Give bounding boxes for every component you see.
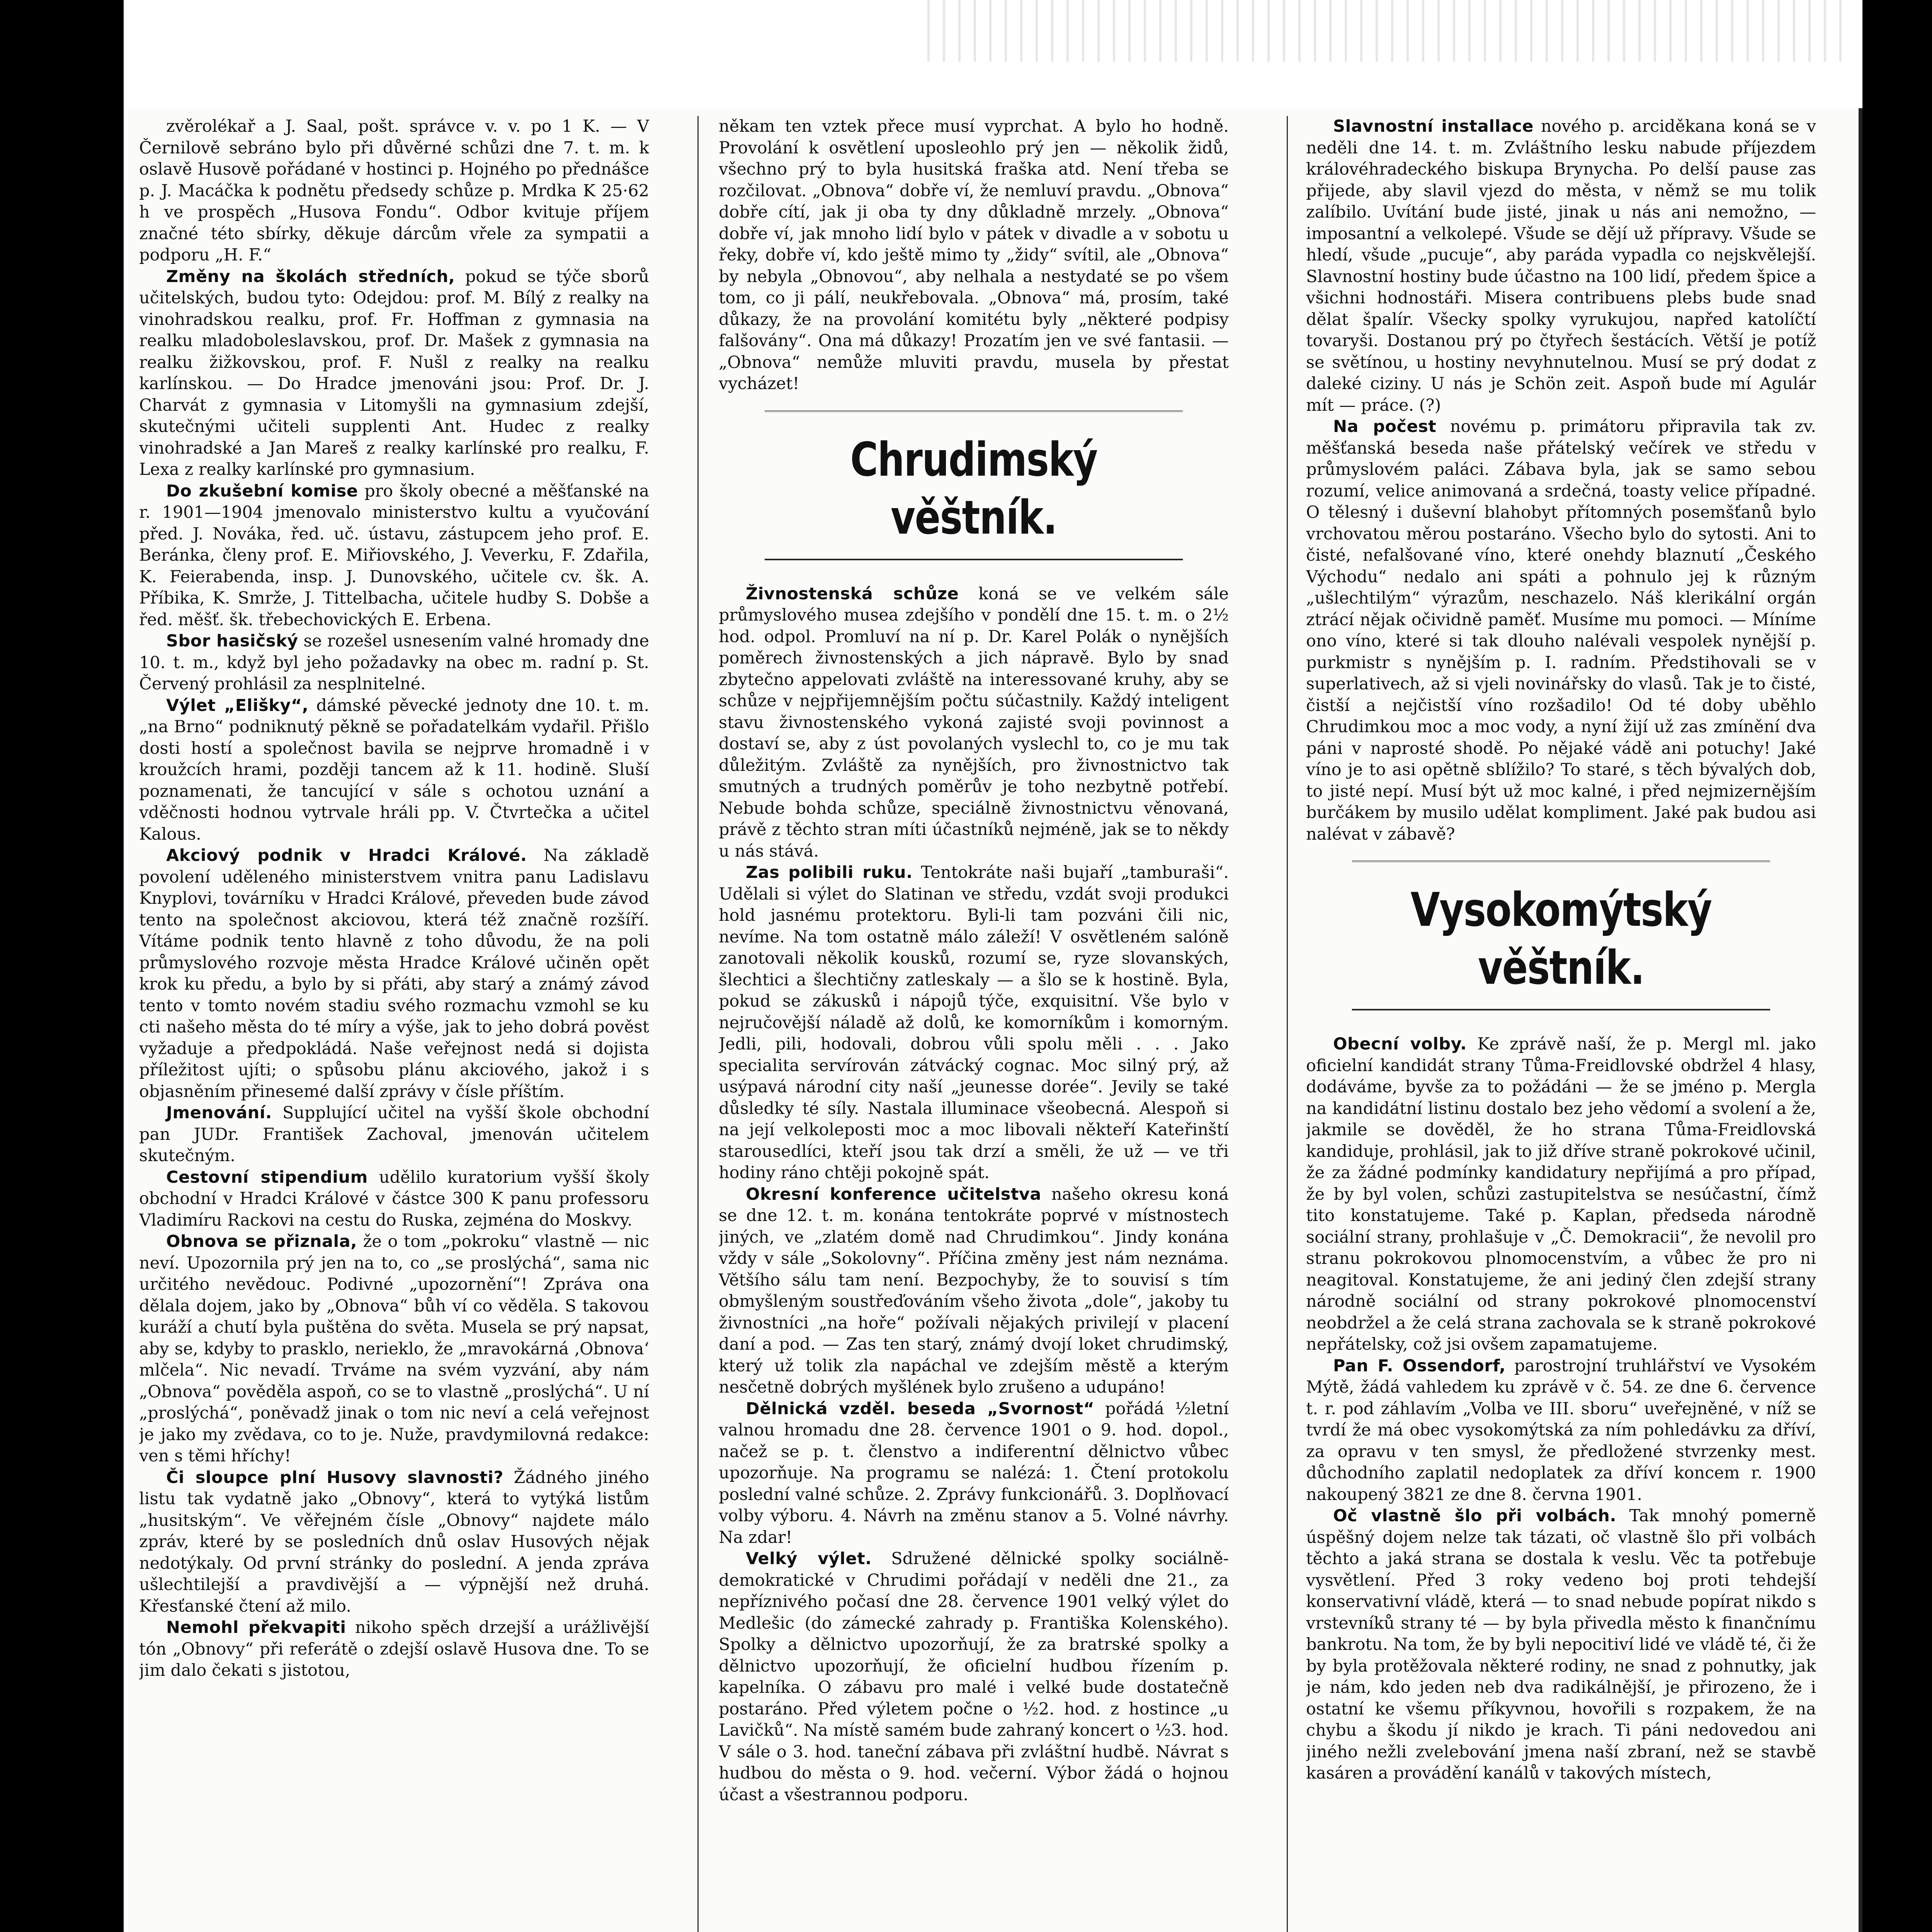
article-headword: Okresní konference učitelstva <box>746 1184 1041 1204</box>
section-title-vysoke-myto: Vysokomýtský věštník. <box>1352 861 1770 1010</box>
article-paragraph <box>1306 1034 1816 1355</box>
article-text: se rozešel usnesením valné hromady dne 10. t. m., když byl jeho požadavky na obec m. radní p. St. Červený prohlásil za nesplnitelné. <box>139 631 649 694</box>
article-paragraph <box>139 1467 649 1617</box>
article-headword: Pan F. Ossendorf, <box>1333 1356 1506 1376</box>
article-paragraph <box>719 1398 1229 1549</box>
article-headword: Výlet „Elišky“, <box>166 696 309 715</box>
article-text: Supplující učitel na vyšší škole obchodní pan JUDr. František Zachoval, jmenován učitelem skutečným. <box>139 1103 649 1165</box>
article-text: novému p. primátoru připravila tak zv. měšťanská beseda naše přátelský večírek ve středu v průmyslovém paláci. Zábava byla, jak se samo sebou rozumí, velice animovaná a srdečná, toasty velice případné. O tělesný i duševní blahobyt přítomných posemšťanů bylo vrchovatou měrou postaráno. Všecho bylo do sytosti. Ani to čisté, nefalšované víno, které onehdy blaznutí „Českého Východu“ nedalo ani spáti a pohnulo jej k různým „ušlechtilým“ výrazům, neschazelo. Náš klerikální orgán ztrácí nějak očividně paměť. Musíme mu pomoci. — Míníme ono víno, které si tak dlouho nalévali vespolek nynější p. purkmistr s nynějším p. I. radním. Předstihovali se v superlativech, až si vjeli novinářsky do vlasů. Tak je to čisté, čistší a nejčistší víno rozšadilo! Od té doby uběhlo Chrudimkou moc a moc vody, a nyní žijí už zas zmínění dva páni v naprosté shodě. Po nějaké vádě ani potuchy! Jaké víno je to asi opětně sblížilo? To staré, s těch bývalých dob, to jisté nepí. Musí být už moc kalné, i před nejmizernějším burčákem by musilo udělat kompliment. Jaké pak budou asi nalévat v zábavě? <box>1306 417 1816 844</box>
article-headword: Změny na školách středních, <box>166 267 455 286</box>
article-paragraph <box>139 1167 649 1231</box>
article-text: udělilo kuratorium vyšší školy obchodní v Hradci Králové v částce 300 K panu professoru Vladimíru Rackovi na cestu do Ruska, zejména do Moskvy. <box>139 1167 649 1230</box>
article-headword: Velký výlet. <box>746 1549 872 1568</box>
article-text: Ke zprávě naší, že p. Mergl ml. jako oficielní kandidát strany Tůma-Freidlovské obdržel 4 hlasy, dodáváme, byvše za to požádáni — že se jméno p. Mergla na kandidátní listinu dostalo bez jeho vědomí a svolení a že, jakmile se dověděl, že ho strana Tůma-Freidlovská kandiduje, prohlásil, jak to již dříve straně pokrokové učinil, že za žádné podmínky kandidatury nepřijímá a pro případ, že by byl volen, schůzi zastupitelstva se nesúčastní, čímž tito konstatujeme. Také p. Kaplan, předseda národně sociální strany, prohlašuje v „Č. Demokracii“, že nevolil pro stranu pokrokovou plnomocenstvím, a vůbec že pro ni neagitoval. Konstatujeme, že ani jediný člen zdejší strany národně sociální od strany pokrokové plnomocenství neobdržel a že celá strana zachovala se k straně pokrokové nepřátelsky, což jsi ovšem zapamatujeme. <box>1306 1034 1816 1354</box>
scan-border-left <box>0 0 124 1932</box>
article-headword: Dělnická vzděl. beseda „Svornost“ <box>746 1399 1095 1418</box>
article-text: nového p. arciděkana koná se v neděli dne 14. t. m. Zvláštního lesku nabude příjezdem královéhradeckého biskupa Brynycha. Po delší pause zas přijede, aby slavil vjezd do města, v němž se mu tolik zalíbilo. Uvítání bude jisté, jinak u nás ani nemožno, — imposantní a velkolepé. Všude se dějí už přípravy. Všude se hledí, všude „pucuje“, aby paráda vypadla co nejskvělejší. Slavnostní hostiny bude účastno na 100 lidí, předem špice a všichni hodnostáři. Misera contribuens plebs bude snad dělat špalír. Všecky spolky vyrukujou, napřed katolíčtí tovaryši. Dostanou prý po čtyřech šestácích. Větší je potíž se světínou, u hostiny nevyhnutelnou. Musí se prý dodat z daleké ciziny. U nás je Schön zeit. Aspoň bude mí Agulár mít — práce. (?) <box>1306 117 1816 415</box>
article-paragraph <box>139 1102 649 1167</box>
article-paragraph <box>139 845 649 1102</box>
article-headword: Obnova se přiznala, <box>166 1232 357 1251</box>
article-text: někam ten vztek přece musí vyprchat. A bylo ho hodně. Provolání k osvětlení uposleohlo prý jen — několik židů, všechno prý to byla husitská fraška atd. Není třeba se rozčilovat. „Obnova“ dobře ví, že nemluví pravdu. „Obnova“ dobře cítí, jak ji oba ty dny důkladně mrzely. „Obnova“ dobře ví, jak mnoho lidí bylo v pátek v divadle a v sobotu u řeky, dobře ví, kdo ještě mimo ty „židy“ svítil, ale „Obnova“ by nebyla „Obnovou“, aby nelhala a nestydaté se po všem tom, co ji pálí, neukřebovala. „Obnova“ má, prosím, také důkazy, že na provolání komitétu byly „některé podpisy falšovány“. Ona má důkazy! Prozatím jen ve své fantasii. — „Obnova“ nemůže mluviti pravdu, musela by přestat vycházet! <box>719 117 1229 393</box>
article-headword: Do zkušební komise <box>166 481 358 501</box>
article-headword: Oč vlastně šlo při volbách. <box>1333 1506 1617 1526</box>
article-text: našeho okresu koná se dne 12. t. m. konána tentokráte poprvé v místnostech jiných, ve „zlatém domě nad Chrudimkou“. Jindy konána vždy v sále „Sokolovny“. Příčina změny jest nám neznáma. Většího sálu tam není. Bezpochyby, že to souvisí s tím obmyšleným soustřeďováním všeho života „dole“, jakoby tu živnostníci „na hoře“ požívali nějakých privilejí v placení daní a pod. — Zas ten starý, známý dvojí loket chrudimský, který už tolik zla napáchal ve zdejším městě a kterým nesčetně dobrých myšlének bylo zrušeno a udupáno! <box>719 1184 1229 1397</box>
article-text: zvěrolékař a J. Saal, pošt. správce v. v. po 1 K. — V Černilově sebráno bylo při důvěrné schůzi dne 7. t. m. k oslavě Husově pořádané v hostinci p. Hojného po přednášce p. J. Macáčka k podnětu předsedy schůze p. Mrdka K 25·62 h ve prospěch „Husova Fondu“. Odbor kvituje příjem značné této sbírky, děkuje dárcům vřele za sympatii a podporu „H. F.“ <box>139 117 649 265</box>
section-title-chrudim: Chrudimský věštník. <box>765 410 1183 560</box>
article-paragraph <box>139 266 649 481</box>
article-paragraph <box>719 116 1229 395</box>
article-paragraph <box>1306 416 1816 845</box>
article-paragraph <box>139 695 649 845</box>
column-rule-1 <box>697 116 699 1932</box>
article-paragraph <box>1306 1355 1816 1506</box>
article-paragraph <box>139 1617 649 1682</box>
article-paragraph <box>1306 1505 1816 1784</box>
article-paragraph <box>139 631 649 695</box>
column-middle <box>719 116 1229 1932</box>
article-headword: Živnostenská schůze <box>746 584 959 604</box>
article-paragraph <box>719 862 1229 1184</box>
article-headword: Nemohl překvapiti <box>166 1618 346 1637</box>
article-text: pořádá ½letní valnou hromadu dne 28. července 1901 o 9. hod. dopol., načež se p. t. členstvo a indiferentní dělnictvo vůbec upozorňuje. Na programu se nalézá: 1. Čtení protokolu poslední valné schůze. 2. Zprávy funkcionářů. 3. Doplňovací volby výboru. 4. Návrh na změnu stanov a 5. Volné návrhy. Na zdar! <box>719 1399 1229 1547</box>
article-text: že o tom „pokroku“ vlastně — nic neví. Upozornila prý jen na to, co „se proslýchá“, sama nic určitého nevědouc. Podivné „upozornění“! Zpráva ona dělala dojem, jako by „Obnova“ bůh ví co věděla. S takovou kuráží a chutí byla puštěna do světa. Musela se prý napsat, aby se, kdyby to prasklo, nerieklo, že „mravokárná ‚Obnova‘ mlčela“. Nic nevadí. Trváme na svém vyzvání, aby nám „Obnova“ pověděla aspoň, co se to vlastně „proslýchá“. U ní „proslýchá“, poněvadž jinak o tom nic neví a celá veřejnost je jako my zvědava, co to je. Nuže, pravdymilovná redakce: ven s těmi hříchy! <box>139 1232 649 1466</box>
article-paragraph <box>139 1231 649 1467</box>
column-left <box>139 116 649 1932</box>
column-right <box>1306 116 1816 1932</box>
article-headword: Na počest <box>1333 417 1437 436</box>
article-text: Tentokráte naši bujaří „tamburaši“. Udělali si výlet do Slatinan ve středu, vzdát svoji produkci hold jasnému protektoru. Byli-li tam pozváni čili nic, nevíme. Na tom ostatně málo záleží! V osvětleném salóně zanotovali několik kousků, rozumí se, ryze slovanských, šlechtici a šlechtičny zatleskaly — a šlo se k hostině. Byla, pokud se zákusků i nápojů týče, exquisitní. Vše bylo v nejručovější náladě až dolů, ke komorníkům i komorným. Jedli, pili, hodovali, dobrou vůli spolu měli . . . Jako specialita servírován zátvácký cognac. Moc silný prý, až usýpavá národní city naší „jeunesse dorée“. Jevily se také důsledky té síly. Nastala illuminace všeobecná. Alespoň si na její velkoleposti moc a moc libovali někteří Kateřinští starousedlíci, kteří jsou tak drzí a směli, že už — ve tři hodiny ráno chtěji pokojně spát. <box>719 863 1229 1182</box>
column-rule-2 <box>1287 116 1288 1932</box>
article-text: Sdružené dělnické spolky sociálně-demokratické v Chrudimi pořádají v neděli dne 21., za nepříznivého počasí dne 28. července 1901 velký výlet do Medlešic (do zámecké zahrady p. Františka Kolenského). Spolky a dělnictvo upozorňují, že za bratrské spolky a dělnictvo upozorňují, že oficielní hudbou řízením p. kapelníka. O zábavu pro malé i velké bude dostatečně postaráno. Před výletem počne o ½2. hod. z hostince „u Lavičků“. Na místě samém bude zahraný koncert o ½3. hod. V sále o 3. hod. taneční zábava při zvláštní hudbě. Návrat s hudbou do města o 9. hod. večerní. Výbor žádá o hojnou účast a všestrannou podporu. <box>719 1549 1229 1804</box>
article-text: Žádného jiného listu tak vydatně jako „Obnovy“, která to vytýká listům „husitským“. Ve věřejném čísle „Obnovy“ najdete málo zpráv, které by se posledních dnů oslav Husových nějak nedotýkaly. Od první stránky do poslední. A jenda zpráva ušlechtilejší a pravdivější a — výpnější než druhá. Křesťanské čtení až milo. <box>139 1468 649 1616</box>
article-paragraph <box>1306 116 1816 416</box>
article-text: pokud se týče sborů učitelských, budou tyto: Odejdou: prof. M. Bílý z realky na vinohradskou realku, prof. Fr. Hoffman z gymnasia na realku mladoboleslavskou, prof. Dr. Mašek z gymnasia na realku žižkovskou, prof. F. Nušl z realky na realku karlínskou. — Do Hradce jmenováni jsou: Prof. Dr. J. Charvát z gymnasia v Litomyšli na gymnasium zdejší, skutečnými učiteli supplenti Ant. Hudec z realky vinohradské a Jan Mareš z realky karlínské pro realku, F. Lexa z realky karlínské pro gymnasium. <box>139 267 649 479</box>
article-headword: Sbor hasičský <box>166 631 298 651</box>
article-text: Tak mnohý pomerně úspěšný dojem nelze tak tázati, oč vlastně šlo při volbách těchto a jaká strana se dostala k veslu. Věc ta potřebuje vysvětlení. Před 3 roky vedeno boj proti tehdejší konservativní vládě, která — to snad nebude popírat nikdo s vrstevníků strany té — by byla přivedla město k finančnímu bankrotu. Na tom, že by byli nepocitiví lidé ve vládě té, či že by byla protěžovala některé rodiny, ne snad z pohnutky, jak je nám, kdo jeden neb dva radikálnější, je přirozeno, že i ostatní ke všemu příkyvnou, hovořili s rozpakem, že na chybu a škodu jí nikdo je krach. Ti páni nedovedou ani jiného nežli zvelebování jmena naší zbraní, než se stavbě kasáren a provádění kanálů v takových místech, <box>1306 1506 1816 1783</box>
article-text: parostrojní truhlářství ve Vysokém Mýtě, žádá vahledem ku zprávě v č. 54. ze dne 6. července t. r. pod záhlavím „Volba ve III. sboru“ uveřejněné, v níž se tvrdí že má obec vysokomýtská za ním pohledávku za dříví, za opravu v ten smysl, že předložené stvrzenky mest. důchodního zaplatil nedoplatek za dříví koncem r. 1900 nakoupený 3821 ze dne 8. června 1901. <box>1306 1356 1816 1504</box>
article-paragraph <box>719 583 1229 862</box>
article-headword: Slavnostní installace <box>1333 117 1534 136</box>
scan-noise-top <box>927 0 1855 62</box>
scan-border-right <box>1862 0 1932 1932</box>
article-headword: Zas polibili ruku. <box>746 863 913 882</box>
article-paragraph <box>139 116 649 266</box>
article-text: pro školy obecné a měšťanské na r. 1901—1904 jmenovalo ministerstvo kultu a vyučování před. J. Nováka, řed. uč. ústavu, zástupcem jeho prof. E. Beránka, členy prof. E. Miřiovského, J. Veverku, F. Zdařila, K. Feierabenda, insp. J. Dunovského, učitele cv. šk. A. Příbika, K. Smrže, J. Tittelbacha, učitele hudby S. Dobše a řed. měšť. šk. třebechovických E. Erbena. <box>139 481 649 629</box>
article-text: nikoho spěch drzejší a urážlivější tón „Obnovy“ při referátě o zdejší oslavě Husova dne. To se jim dalo čekati s jistotou, <box>139 1618 649 1680</box>
article-paragraph <box>719 1548 1229 1806</box>
article-headword: Obecní volby. <box>1333 1034 1467 1054</box>
article-text: dámské pěvecké jednoty dne 10. t. m. „na Brno“ podniknutý pěkně se pořadatelkám vydařil. Přišlo dosti hostí a společnost bavila se nejprve hromadně i v kroužcích hrami, později tancem až k 11. hodině. Sluší poznamenati, že tancující v sále s ochotou uznání a vděčnosti hodnou vytrvale hráli pp. V. Čtvrtečka a učitel Kalous. <box>139 696 649 844</box>
article-paragraph <box>139 481 649 631</box>
article-headword: Akciový podnik v Hradci Králové. <box>166 846 527 865</box>
article-headword: Cestovní stipendium <box>166 1167 368 1187</box>
article-headword: Či sloupce plní Husovy slavnosti? <box>166 1468 503 1487</box>
article-headword: Jmenování. <box>166 1103 272 1122</box>
article-text: koná se ve velkém sále průmyslového musea zdejšího v pondělí dne 15. t. m. o 2½ hod. odpol. Promluví na ní p. Dr. Karel Polák o nynějších poměrech živnostenských a jich nápravě. Bylo by snad zbytečno appelovati zvláště na interessované kruhy, aby se schůze v nejpřijemnějším počtu súčastnily. Každý inteligent stavu živnostenského vykoná zajisté svoji povinnost a dostaví se, aby z úst povolaných vyslechl to, co je mu tak důležitým. Zvláště za nynějších, pro živnostnictvo tak smutných a trudných poměrův je toho nezbytně potřebí. Nebude bohda schůze, speciálně živnostnictvu věnovaná, právě z těchto stran míti účastníků nejméně, jak se to někdy u nás stává. <box>719 584 1229 861</box>
article-text: Na základě povolení uděleného ministerstvem vnitra panu Ladislavu Knyplovi, továrníku v Hradci Králové, převeden bude závod tento na společnost akciovou, která též značně rozšíří. Vítáme podnik tento hlavně z toho důvodu, že na poli průmyslového rozvoje města Hradce Králové učiněn opět krok ku předu, a bylo by si přáti, aby starý a známý závod tento v tomto novém stadiu svého rozmachu vzmohl se ku cti našeho města do té míry a výše, jak to jeho dobrá pověst vyžaduje a předpokládá. Naše veřejnost nedá si dojista příležitost ujíti; o spůsobu plánu akciového, jakož i s objasněním přinesemé další zprávy v čísle příštím. <box>139 846 649 1101</box>
article-paragraph <box>719 1184 1229 1398</box>
